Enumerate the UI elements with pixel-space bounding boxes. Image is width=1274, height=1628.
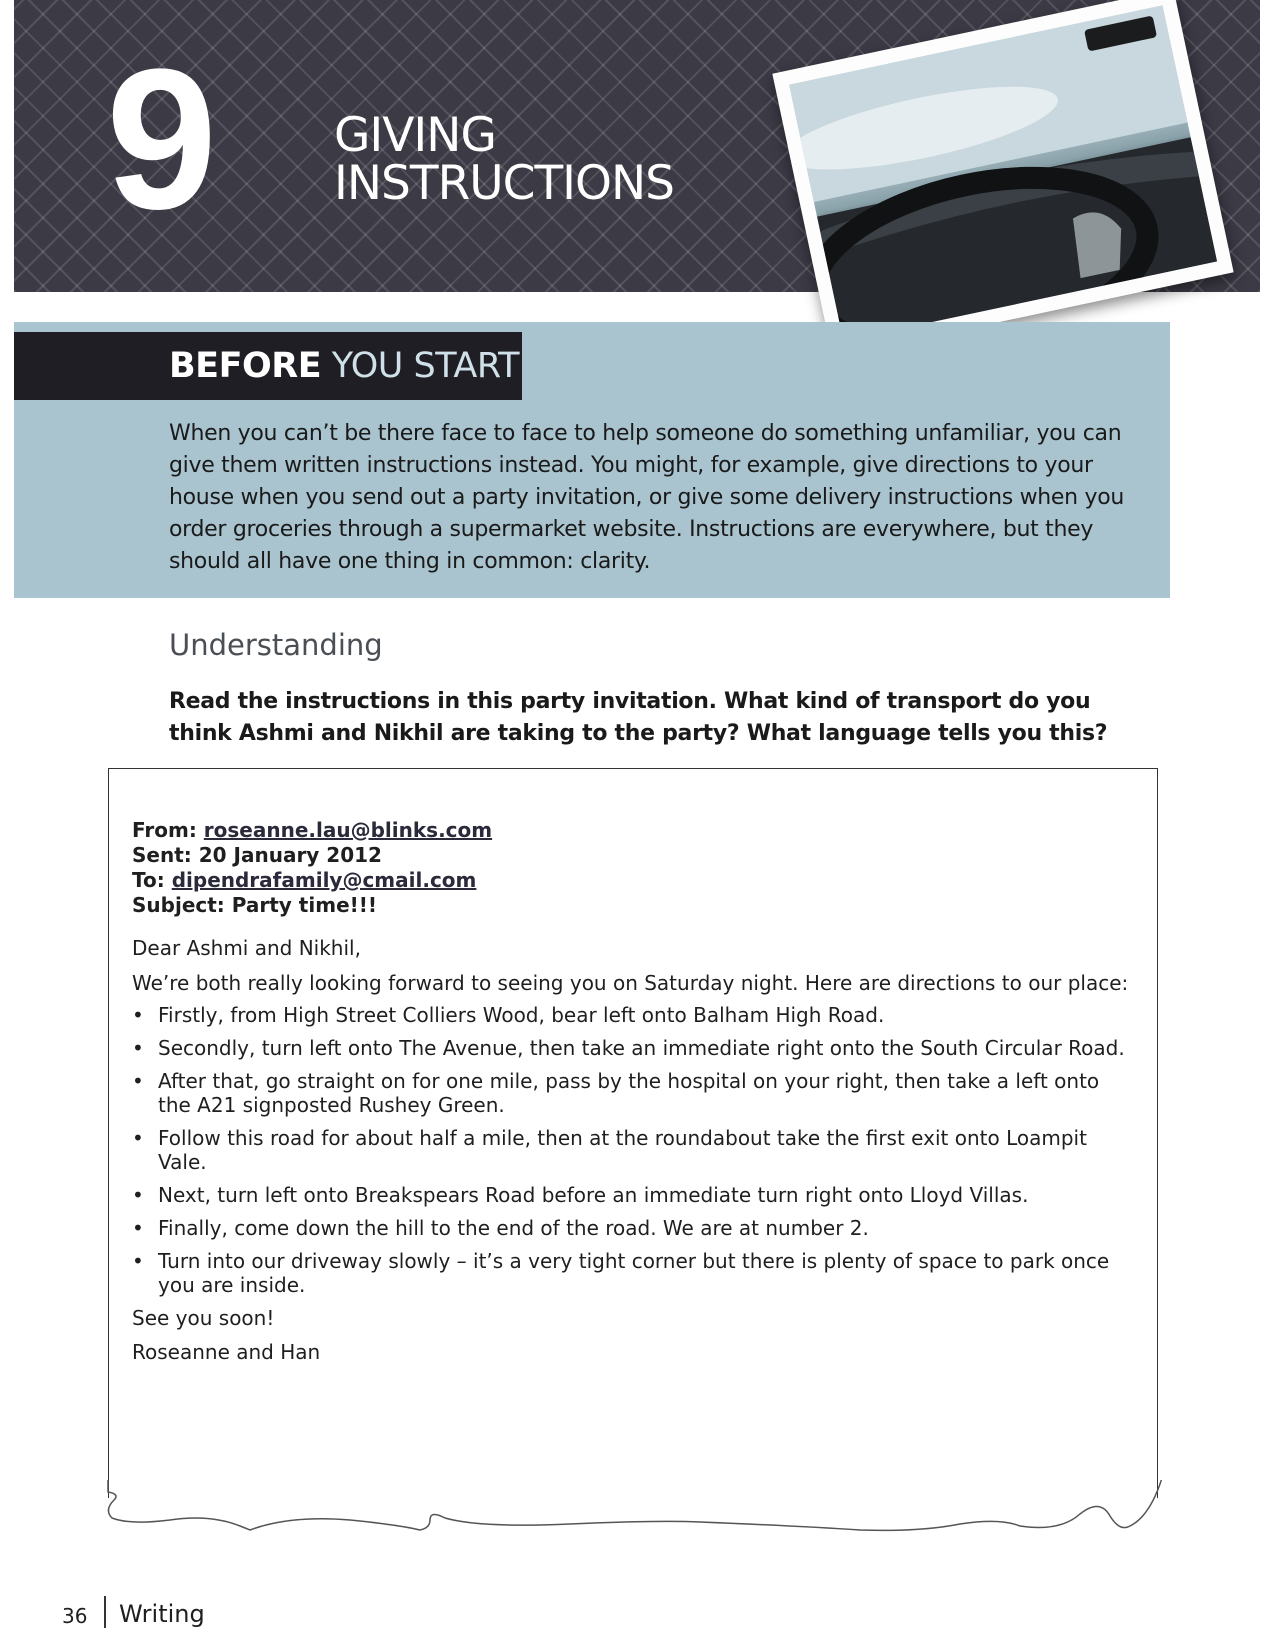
- direction-text: After that, go straight on for one mile, pass by the hospital on your right, then take a left onto the A21 signposted Rushey Green.: [158, 1069, 1100, 1117]
- email-from-label: From:: [132, 818, 197, 842]
- list-item: [132, 1003, 1132, 1027]
- list-item: [132, 1126, 1132, 1174]
- direction-text: Finally, come down the hill to the end of the road. We are at number 2.: [158, 1216, 869, 1240]
- email-subject-label: Subject:: [132, 893, 225, 917]
- bullet-icon: •: [132, 1126, 144, 1150]
- email-content: [132, 818, 1132, 1365]
- footer-section-label: Writing: [119, 1600, 205, 1628]
- direction-text: Firstly, from High Street Colliers Wood, bear left onto Balham High Road.: [158, 1003, 885, 1027]
- page-number: 36: [62, 1604, 88, 1628]
- chapter-title: [334, 108, 674, 211]
- email-sent-label: Sent:: [132, 843, 192, 867]
- bullet-icon: •: [132, 1036, 144, 1060]
- directions-list: [132, 1003, 1132, 1297]
- bullet-icon: •: [132, 1183, 144, 1207]
- list-item: [132, 1249, 1132, 1297]
- list-item: [132, 1036, 1132, 1060]
- email-torn-edge: [100, 1480, 1170, 1550]
- email-from-line: [132, 818, 1132, 843]
- email-intro: We’re both really looking forward to seeing you on Saturday night. Here are directions to our place:: [132, 971, 1129, 995]
- bullet-icon: •: [132, 1003, 144, 1027]
- chapter-number: 9: [106, 28, 214, 251]
- direction-text: Secondly, turn left onto The Avenue, then take an immediate right onto the South Circular Road.: [158, 1036, 1125, 1060]
- list-item: [132, 1216, 1132, 1240]
- chapter-title-line-1: GIVING: [334, 108, 496, 163]
- email-sent-date: 20 January 2012: [198, 843, 382, 867]
- email-from-address[interactable]: roseanne.lau@blinks.com: [203, 818, 493, 842]
- before-you-start-text: When you can’t be there face to face to help someone do something unfamiliar, you can give them written instructions instead. You might, for example, give directions to your house when you send out a party invitation, or give some delivery instructions when you order groceries through a supermarket website. Instructions are everywhere, but they should all have one thing in common: clarity.: [169, 421, 1125, 574]
- email-subject: Party time!!!: [231, 893, 377, 917]
- email-sent-line: [132, 843, 1132, 868]
- email-to-address[interactable]: dipendrafamily@cmail.com: [171, 868, 477, 892]
- understanding-heading: Understanding: [169, 628, 383, 662]
- direction-text: Next, turn left onto Breakspears Road before an immediate turn right onto Lloyd Villas.: [158, 1183, 1029, 1207]
- list-item: [132, 1183, 1132, 1207]
- before-you-start-heading: [14, 332, 522, 400]
- email-greeting: Dear Ashmi and Nikhil,: [132, 936, 361, 960]
- chapter-title-line-2: INSTRUCTIONS: [334, 155, 674, 211]
- email-subject-line: [132, 893, 1132, 918]
- footer-divider: [104, 1596, 106, 1628]
- before-you-start-heading-light: YOU START: [331, 346, 519, 386]
- bullet-icon: •: [132, 1069, 144, 1093]
- bullet-icon: •: [132, 1249, 144, 1273]
- bullet-icon: •: [132, 1216, 144, 1240]
- email-signature: Roseanne and Han: [132, 1340, 321, 1364]
- direction-text: Follow this road for about half a mile, then at the roundabout take the first exit onto Loampit Vale.: [158, 1126, 1087, 1174]
- understanding-task: Read the instructions in this party invitation. What kind of transport do you think Ashmi and Nikhil are taking to the party? What language tells you this?: [169, 689, 1108, 746]
- email-closing: See you soon!: [132, 1306, 275, 1330]
- list-item: [132, 1069, 1132, 1117]
- direction-text: Turn into our driveway slowly – it’s a very tight corner but there is plenty of space to park once you are inside.: [158, 1249, 1110, 1297]
- email-to-line: [132, 868, 1132, 893]
- before-you-start-heading-bold: BEFORE: [169, 346, 322, 386]
- email-to-label: To:: [132, 868, 165, 892]
